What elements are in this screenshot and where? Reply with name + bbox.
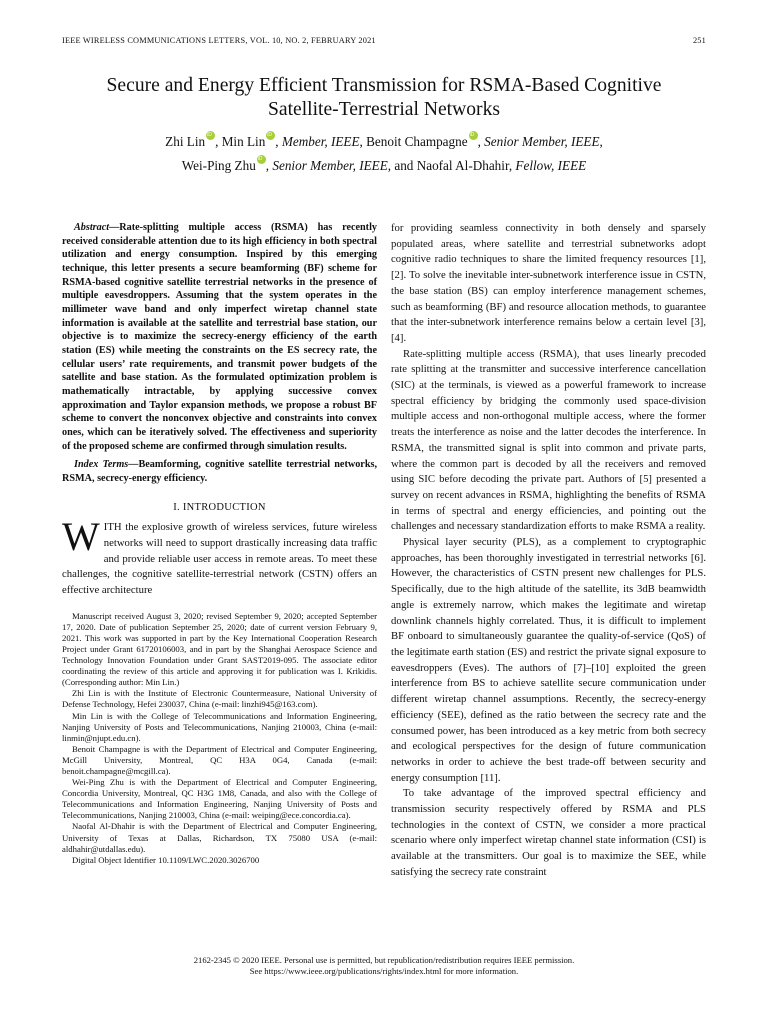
orcid-icon[interactable] (206, 131, 215, 140)
author-name: Zhi Lin (165, 134, 206, 149)
running-header (62, 36, 706, 45)
index-terms (62, 458, 377, 485)
rights-link[interactable]: See https://www.ieee.org/publications/rights/index.html for more information. (249, 966, 519, 976)
footnote: Min Lin is with the College of Telecommunications and Information Engineering, Nanjing University of Posts and Telecommunications, Nanjing 210003, China (e-mail: linmin@njupt.edu.cn). (62, 710, 377, 743)
intro-text: the explosive growth of wireless services, future wireless networks will need to support drastically increasing data traffic and provide reliable user access in remote areas. To meet these challenges, the cognitive satellite-terrestrial network (CSTN) offers an effective architecture (62, 521, 377, 596)
right-column (391, 221, 706, 881)
abstract-lead: Abstract (74, 222, 110, 233)
intro-paragraph (62, 514, 377, 599)
intro-first-word: ITH (103, 521, 122, 534)
body-paragraph: To take advantage of the improved spectral efficiency and transmission security respectively offered by RSMA and PLS technologies in the context of CSTN, we consider a more practical scenario where only imperfect wiretap channel state information (CSI) is available at the transmitters. Our goal is to maximize the SEE, while satisfying the secrecy rate constraint (391, 787, 706, 878)
footnote: Zhi Lin is with the Institute of Electronic Countermeasure, National University of Defense Technology, Hefei 230037, China (e-mail: linzhi945@163.com). (62, 688, 377, 710)
body-paragraph: Physical layer security (PLS), as a complement to cryptographic approaches, has been thoroughly investigated in terrestrial networks [6]. However, the characteristics of CSTN present new challenges for PLS. Specifically, due to the high altitude of the satellite, its 3dB beamwidth angle is extremely narrow, which makes the legitimate and wiretap downlink channels highly correlated. Thus, it is difficult to implement BF onboard to simultaneously guarantee the quality-of-service (QoS) of the legitimate earth station (ES) and restrict the private signal exposure to eavesdroppers (Eves). The authors of [7]–[10] exploited the green interference from BS to achieve satellite secure communication under different wiretap channel assumptions. Recently, the secrecy-energy efficiency (SEE), defined as the ratio between the secrecy rate and the consumed power, has been introduced as a key metric from both secrecy and ecological perspectives for the design of future communication networks in order to achieve the best trade-off between security and energy consumption [11]. (391, 536, 706, 784)
paper-title: Secure and Energy Efficient Transmission for RSMA-Based Cognitive Satellite-Terrestrial Networks (106, 75, 662, 120)
journal-name: IEEE WIRELESS COMMUNICATIONS LETTERS, VOL. 10, NO. 2, FEBRUARY 2021 (62, 36, 376, 45)
index-terms-lead: Index Terms (74, 459, 129, 471)
author-role: Member, IEEE (281, 134, 360, 149)
footnote: Benoit Champagne is with the Department of Electrical and Computer Engineering, McGill University, Montreal, QC H3A 0G4, Canada (e-mail: benoit.champagne@mcgill.ca). (62, 743, 377, 776)
footnote: Naofal Al-Dhahir is with the Department of Electrical and Computer Engineering, University of Texas at Dallas, Richardson, TX 75080 USA (e-mail: aldhahir@utdallas.edu). (62, 821, 377, 854)
copyright-line: 2162-2345 © 2020 IEEE. Personal use is permitted, but republication/redistribution requires IEEE permission. (193, 955, 575, 965)
footnote: Manuscript received August 3, 2020; revised September 9, 2020; accepted September 17, 2020. Date of publication September 25, 2020; date of current version February 9, 2021. This work was supported in part by the Key International Cooperation Research Project under Grant 61720106003, and in part by the Shanghai Aerospace Science and Technology Innovation Foundation under Grant SAST2019-095. The associate editor coordinating the review of this article and approving it for publication was I. Krikidis. (Corresponding author: Min Lin.) (62, 610, 377, 688)
author-name: Min Lin (221, 134, 266, 149)
body-paragraph: Rate-splitting multiple access (RSMA), that uses linearly precoded rate splitting at the transmitter and successive interference cancellation (SIC) at the terminals, is viewed as a powerful framework to increase spectral efficiency by bridging the commonly used space-division multiple access and non-orthogonal multiple access, where the former treats the interference as noise and the latter decodes the interference. In RSMA, the transmitted signal is split into common and private parts, where the common part is decoded by all the receivers and removed using SIC before decoding the private part. Authors of [5] presented a survey on recent advances in RSMA, highlighting the benefits of RSMA in terms of spectral and energy efficiencies, and pointing out the challenges and necessary standardization efforts to make RSMA a reality. (391, 347, 706, 533)
body-paragraph: for providing seamless connectivity in both densely and sparsely populated areas, where satellite and terrestrial subnetworks adopt cognitive radio techniques to share the limited frequency resources [1], [2]. To solve the inevitable inter-subnetwork interference issue in CSTN, the base station (BS) can employ interference management schemes, such as beamforming (BF) and resource allocation methods, to guarantee that the inter-subnetwork interference remains below a certain level [3], [4]. (391, 222, 706, 344)
author-line-1: Zhi LiniD , Min LiniD , Member, IEEE, Benoit ChampagneiD , Senior Member, IEEE, (40, 130, 728, 154)
author-name: Naofal Al-Dhahir (416, 158, 509, 173)
footnotes (62, 611, 377, 866)
orcid-icon[interactable] (266, 131, 275, 140)
author-role: Senior Member, IEEE (484, 134, 600, 149)
doi[interactable]: Digital Object Identifier 10.1109/LWC.2020.3026700 (72, 854, 260, 865)
author-line-2: Wei-Ping ZhuiD , Senior Member, IEEE, and Naofal Al-Dhahir, Fellow, IEEE (40, 154, 728, 178)
dropcap: W (62, 514, 100, 560)
footnote: Wei-Ping Zhu is with the Department of Electrical and Computer Engineering, Concordia University, Montreal, QC H3G 1M8, Canada, and also with the College of Telecommunications and Information Engineering, Nanjing University of Posts and Telecommunications, Nanjing 210003, China (e-mail: weiping@ece.concordia.ca). (62, 777, 377, 821)
section-heading: I. INTRODUCTION (173, 502, 266, 514)
index-terms-text: —Beamforming, cognitive satellite terrestrial networks, RSMA, secrecy-energy efficiency. (62, 459, 377, 484)
copyright-notice (62, 955, 706, 977)
author-name: Wei-Ping Zhu (181, 158, 256, 173)
author-name: Benoit Champagne (366, 134, 468, 149)
author-list (40, 130, 728, 178)
abstract-text: —Rate-splitting multiple access (RSMA) has recently received considerable attention due to its high efficiency in both spectral utilization and energy consumption. Inspired by this emerging technique, this letter presents a secure beamforming (BF) scheme for RSMA-based cognitive satellite terrestrial networks in the presence of multiple eavesdroppers. Assuming that the system operates in the millimeter wave band and only imperfect wiretap channel state information is available at the satellite and terrestrial base station, our objective is to maximize the secrecy-energy efficiency of the earth station (ES) while meeting the constraints on the ES secrecy rate, the cellular users’ rate requirements, and transmit power budgets of the satellite and base station. As the formulated optimization problem is mathematically intractable, by applying successive convex approximation and Taylor expansion methods, we propose a robust BF scheme to convert the nonconvex objective and constraints into convex ones, which can be iteratively solved. The effectiveness and superiority of the proposed scheme are confirmed through simulation results. (62, 222, 377, 452)
author-role: Fellow, IEEE (515, 158, 587, 173)
orcid-icon[interactable] (257, 155, 266, 164)
left-column (62, 221, 377, 866)
orcid-icon[interactable] (469, 131, 478, 140)
author-role: Senior Member, IEEE (272, 158, 388, 173)
page-number: 251 (692, 36, 706, 45)
abstract (62, 221, 377, 453)
